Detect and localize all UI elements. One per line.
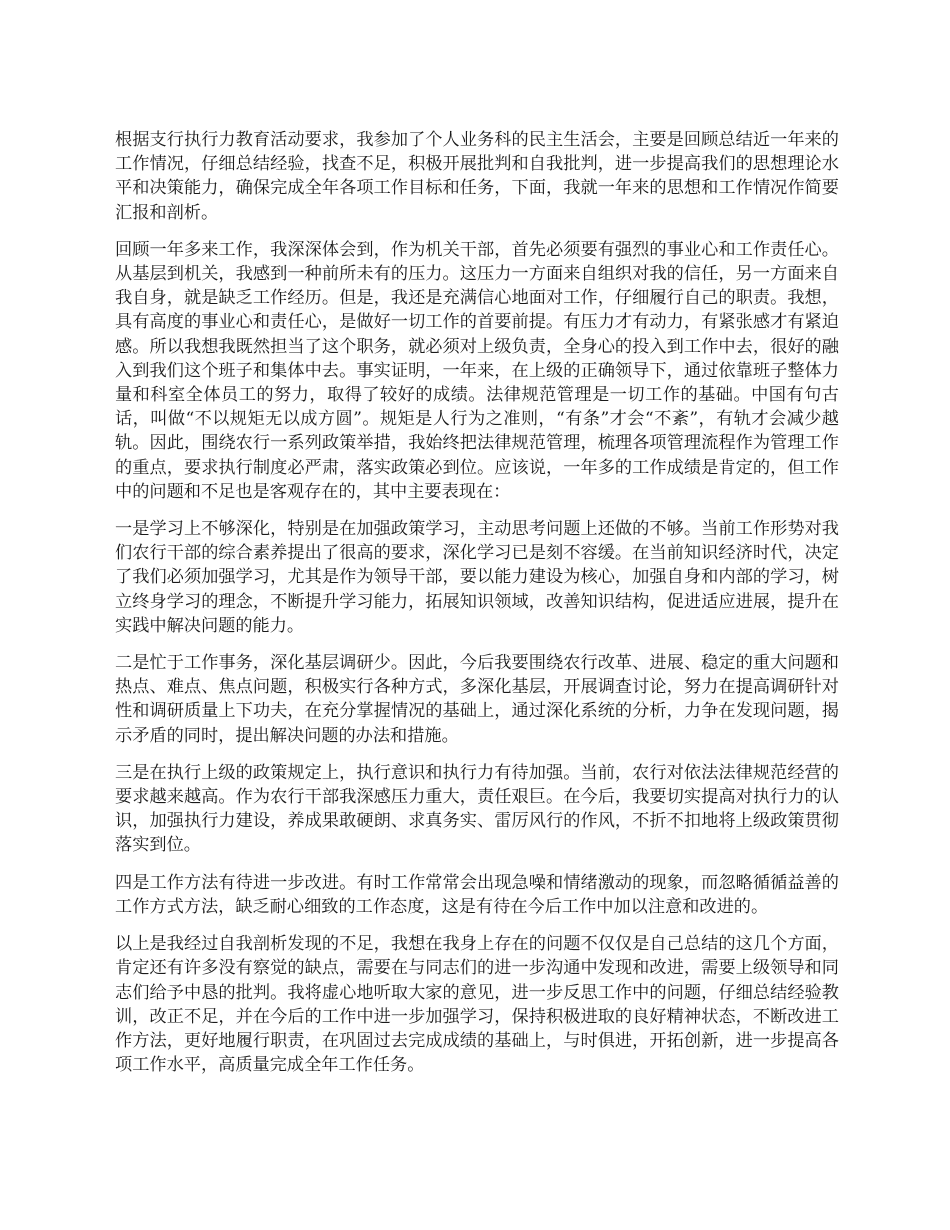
paragraph-issue-3: 三是在执行上级的政策规定上，执行意识和执行力有待加强。当前，农行对依法法律规范经营的要求越来越高。作为农行干部我深感压力重大，责任艰巨。在今后，我要切实提高对执行力的认识，加强执行力建设，养成果敢硬朗、求真务实、雷厉风行的作风，不折不扣地将上级政策贯彻落实到位。 — [115, 762, 839, 856]
document-body — [115, 128, 839, 1090]
paragraph-issue-2: 二是忙于工作事务，深化基层调研少。因此，今后我要围绕农行改革、进展、稳定的重大问题和热点、难点、焦点问题，积极实行各种方式，多深化基层，开展调查讨论，努力在提高调研针对性和调研质量上下功夫，在充分掌握情况的基础上，通过深化系统的分析，力争在发现问题，揭示矛盾的同时，提出解决问题的办法和措施。 — [115, 653, 839, 746]
paragraph-issue-4: 四是工作方法有待进一步改进。有时工作常常会出现急噪和情绪激动的现象，而忽略循循益善的工作方式方法，缺乏耐心细致的工作态度，这是有待在今后工作中加以注意和改进的。 — [115, 872, 839, 917]
paragraph-conclusion: 以上是我经过自我剖析发现的不足，我想在我身上存在的问题不仅仅是自己总结的这几个方面，肯定还有许多没有察觉的缺点，需要在与同志们的进一步沟通中发现和改进，需要上级领导和同志们给予中恳的批判。我将虚心地听取大家的意见，进一步反思工作中的问题，仔细总结经验教训，改正不足，并在今后的工作中进一步加强学习，保持积极进取的良好精神状态，不断改进工作方法，更好地履行职责，在巩固过去完成成绩的基础上，与时俱进，开拓创新，进一步提高各项工作水平，高质量完成全年工作任务。 — [115, 934, 839, 1076]
paragraph-review: 回顾一年多来工作，我深深体会到，作为机关干部，首先必须要有强烈的事业心和工作责任心。从基层到机关，我感到一种前所未有的压力。这压力一方面来自组织对我的信任，另一方面来自我自身，就是缺乏工作经历。但是，我还是充满信心地面对工作，仔细履行自己的职责。我想，具有高度的事业心和责任心，是做好一切工作的首要前提。有压力才有动力，有紧张感才有紧迫感。所以我想我既然担当了这个职务，就必须对上级负责，全身心的投入到工作中去，很好的融入到我们这个班子和集体中去。事实证明，一年来，在上级的正确领导下，通过依靠班子整体力量和科室全体员工的努力，取得了较好的成绩。法律规范管理是一切工作的基础。中国有句古话，叫做“不以规矩无以成方圆”。规矩是人行为之准则，“有条”才会“不紊”，有轨才会减少越轨。因此，围绕农行一系列政策举措，我始终把法律规范管理，梳理各项管理流程作为管理工作的重点，要求执行制度必严肃，落实政策必到位。应该说，一年多的工作成绩是肯定的，但工作中的问题和不足也是客观存在的，其中主要表现在： — [115, 239, 839, 502]
paragraph-issue-1: 一是学习上不够深化，特别是在加强政策学习，主动思考问题上还做的不够。当前工作形势对我们农行干部的综合素养提出了很高的要求，深化学习已是刻不容缓。在当前知识经济时代，决定了我们必须加强学习，尤其是作为领导干部，要以能力建设为核心，加强自身和内部的学习，树立终身学习的理念，不断提升学习能力，拓展知识领域，改善知识结构，促进适应进展，提升在实践中解决问题的能力。 — [115, 519, 839, 636]
paragraph-intro: 根据支行执行力教育活动要求，我参加了个人业务科的民主生活会，主要是回顾总结近一年来的工作情况，仔细总结经验，找查不足，积极开展批判和自我批判，进一步提高我们的思想理论水平和决策能力，确保完成全年各项工作目标和任务，下面，我就一年来的思想和工作情况作简要汇报和剖析。 — [115, 130, 839, 223]
